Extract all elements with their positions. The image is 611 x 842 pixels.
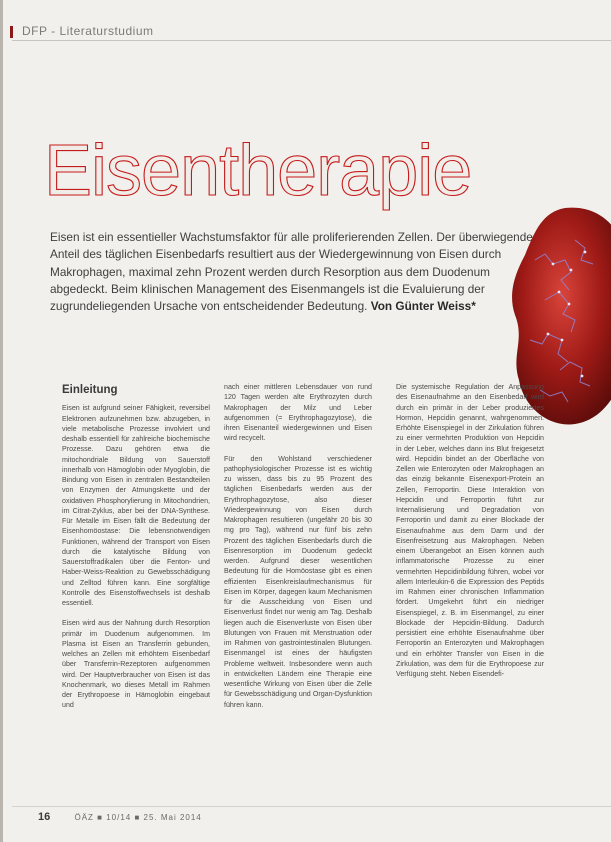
page-number: 16	[38, 811, 51, 823]
lead-paragraph	[50, 229, 538, 315]
column-1	[62, 382, 210, 721]
author-line: Von Günter Weiss*	[370, 299, 476, 314]
body-paragraph: Für den Wohlstand verschiedener pathophysiologischer Prozesse ist es wichtig zu wissen, dass bis zu 95 Prozent des täglichen Eisenbedarfs werden aus der Erythrophagozytose, also dieser Wiedergewinnung von Eisen durch Makrophagen resultieren (ungefähr 20 bis 30 mg pro Tag), während nur fünf bis zehn Prozent des täglichen Eisenbedarfs durch die Eisenresorption im Duodenum gedeckt werden. Aufgrund dieser wesentlichen Bedeutung für die Homöostase gibt es einen effizienten Eisenkreislaufmechanismus für Eisen im Körper, dagegen kaum Mechanismen für die Ausscheidung von Eisen und Eisenverlust findet nur wenig am Tag. Deshalb liegen auch die Eisenverluste von Eisen über Blutungen von Frauen mit Menstruation oder im Rahmen von gastrointestinalen Blutungen. Eisenmangel ist eines der häufigsten Probleme weltweit. Insbesondere wenn auch in entwickelten Ländern eine Therapie eine wesentliche Wirkung von Eisen über die Zelle für Gewebsschädigung und Organ-Dysfunktion führen kann.	[224, 454, 372, 709]
section-header: DFP - Literaturstudium	[22, 24, 154, 38]
column-2	[224, 382, 372, 720]
body-paragraph: Die systemische Regulation der Anpassung des Eisenaufnahme an den Eisenbedarf wird durch ein primär in der Leber produziertes Hormon, Hepcidin genannt, wahrgenommen. Erhöhte Eisenspiegel in der Zirkulation führen zu einer vermehrten Produktion von Hepcidin in der Leber, welches dann ins Blut freigesetzt wird. Hepcidin bindet an der Oberfläche von Zellen wie Enterozyten oder Makrophagen an das einzig bekannte Eisenexport-Protein an Zellen, Ferroportin. Diese Interaktion von Hepcidin und Ferroportin führt zur Internalisierung und Degradation von Ferroportin und damit zu einer Blockade der Eisenaufnahme aus dem Darm und der Eisenfreisetzung aus Makrophagen. Neben einem Überangebot an Eisen können auch inflammatorische Prozesse zu einer vermehrten Hepcidinbildung führen, wobei vor allem Interleukin-6 die Expression des Peptids im Rahmen einer chronischen Inflammation fördert. Umgekehrt führt ein niedriger Eisenspiegel, z. B. im Eisenmangel, zu einer Blockade der Hepcidin-Bildung. Dadurch persistiert eine erhöhte Eisenaufnahme über Ferroportin an Enterozyten und Makrophagen und ein erhöhter Transfer von Eisen in die Zirkulation, was dem für die Erythropoese zur Verfügung steht. Neben Eisendefi-	[396, 383, 544, 678]
lead-text: Eisen ist ein essentieller Wachstumsfaktor für alle proliferierenden Zellen. Der überwiegende Anteil des täglichen Eisenbedarfs resultiert aus der Wiedergewinnung von Eisen durch Makrophagen, maximal zehn Prozent werden durch Resorption aus dem Duodenum abgedeckt. Beim klinischen Management des Eisenmangels ist die Evaluierung der zugrundeliegenden Ursache von entscheidender Bedeutung.	[50, 230, 533, 314]
page-footer	[38, 811, 202, 823]
article-title: Eisentherapie	[44, 131, 472, 211]
body-paragraph: nach einer mittleren Lebensdauer von rund 120 Tagen werden alte Erythrozyten durch Makrophagen der Milz und Leber aufgenommen (= Erythrophagozytose), die ihren Eisenanteil wiedergewinnen und Eisen wird recycelt.	[224, 383, 372, 443]
footer-rule	[12, 806, 611, 807]
page-gutter	[0, 0, 3, 842]
body-paragraph: Eisen ist aufgrund seiner Fähigkeit, reversibel Elektronen aufzunehmen bzw. abzugeben, in viele metabolische Prozesse involviert und deshalb essentiell für zahlreiche biochemische Prozesse. Dazu gehören etwa die mitochondriale Bildung von Sauerstoff innerhalb von Hämoglobin oder Myoglobin, die Bindung von Eisen in zentralen Bestandteilen von Enzymen der Atmungskette und der oxidativen Phosphorylierung in Mitochondrien, im Citrat-Zyklus, aber bei der DNA-Synthese. Für Metalle im Eisen fällt die Bedeutung der Eisenhomöostase: Die lebensnotwendigen Funktionen, während der Transport von Eisen durch die katalytische Bildung von Sauerstoffradikalen über die Fenton- und Haber-Weiss-Reaktion zu Gewebsschädigung und Zelltod führen kann. Eine sorgfältige Kontrolle des Eisenstoffwechsels ist deshalb essentiell.	[62, 404, 210, 607]
header-rule	[12, 40, 611, 41]
body-columns	[62, 382, 544, 802]
section-marker	[10, 26, 13, 38]
publication-reference: ÖÄZ ■ 10/14 ■ 25. Mai 2014	[74, 813, 202, 822]
body-paragraph: Eisen wird aus der Nahrung durch Resorption primär im Duodenum aufgenommen. Im Plasma ist Eisen an Transferrin gebunden, welches an Zellen mit erhöhtem Eisenbedarf über Transferrin-Rezeptoren aufgenommen wird. Der Hauptverbraucher von Eisen ist das Knochenmark, wo dieses Metall im Rahmen der Erythropoese in Hämoglobin eingebaut und	[62, 619, 210, 710]
column-3	[396, 382, 544, 689]
section-heading: Einleitung	[62, 384, 118, 396]
